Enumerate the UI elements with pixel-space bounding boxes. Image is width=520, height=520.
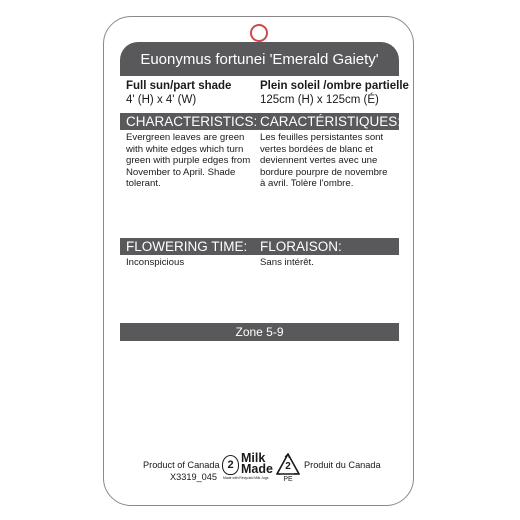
size-fr: 125cm (H) x 125cm (É) [260, 94, 379, 106]
flowering-text-en: Inconspicious [126, 257, 185, 268]
product-code: X3319_045 [170, 472, 218, 482]
milk-made-logo [222, 452, 272, 484]
milk-word: Milk [241, 451, 266, 465]
product-of-canada-fr: Produit du Canada [304, 460, 381, 470]
flowering-heading-fr: FLORAISON: [260, 239, 342, 254]
sun-label-fr: Plein soleil /ombre partielle [260, 80, 409, 92]
characteristics-heading-bar [120, 113, 402, 130]
milk-made-tagline: Made with Recycled Milk Jugs [223, 476, 269, 480]
flowering-text-fr: Sans intérêt. [260, 257, 314, 268]
characteristics-heading-fr: CARACTÉRISTIQUES: [260, 114, 402, 129]
flowering-heading-bar [120, 238, 399, 255]
recycle-code-label: PE [283, 476, 293, 483]
milk-jug-icon: 2 [222, 455, 239, 475]
size-en: 4' (H) x 4' (W) [126, 94, 197, 106]
product-of-canada-en: Product of Canada [143, 460, 220, 470]
characteristics-heading-en: CHARACTERISTICS: [126, 114, 258, 129]
recycling-symbol [275, 452, 301, 486]
sun-label-en: Full sun/part shade [126, 80, 232, 92]
zone-bar: Zone 5-9 [120, 323, 399, 341]
characteristics-text-fr: Les feuilles persistantes sont vertes bordées de blanc et deviennent vertes avec une bordure pourpre de novembre à avril. Tolère l'ombre. [260, 132, 388, 190]
flowering-heading-en: FLOWERING TIME: [126, 239, 248, 254]
characteristics-text-en: Evergreen leaves are green with white edges which turn green with purple edges from November to April. Shade tolerant. [126, 132, 251, 190]
hang-hole-icon [250, 24, 268, 42]
recycle-code-number: 2 [285, 461, 291, 472]
plant-title: Euonymus fortunei 'Emerald Gaiety' [120, 42, 399, 76]
made-word: Made [241, 462, 273, 476]
